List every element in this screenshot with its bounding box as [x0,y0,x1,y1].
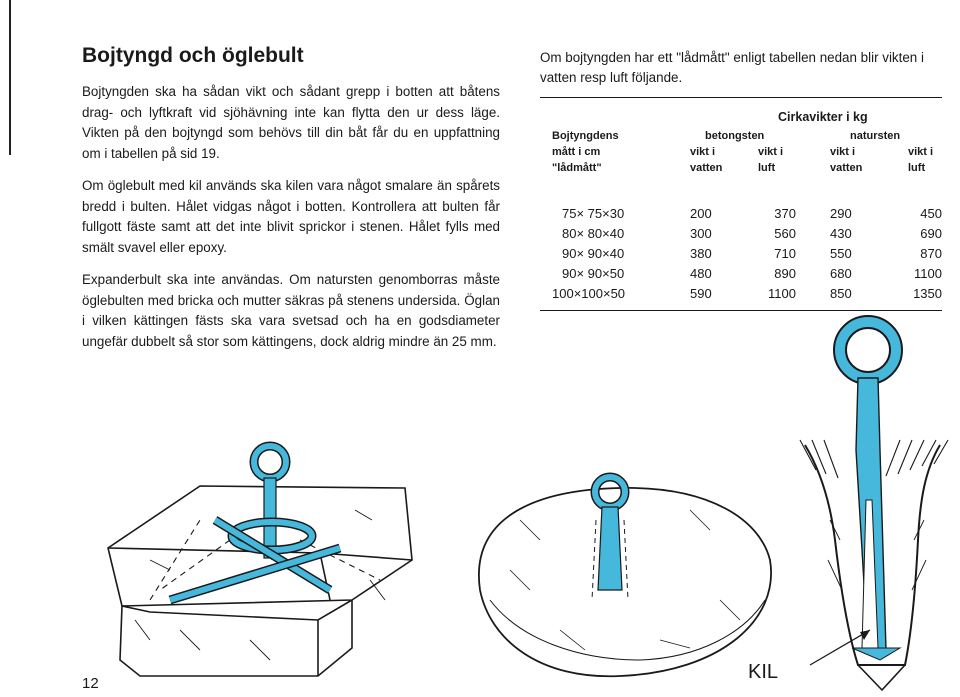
row-1-betong-vatten: 200 [690,206,712,221]
row-4-betong-vatten: 480 [690,266,712,281]
sub-header-betong-air-1: vikt i [758,146,784,158]
row-4-natur-vatten: 680 [830,266,852,281]
row-5-size: 100×100×50 [552,286,626,301]
row-4-size: 90× 90×50 [562,266,625,281]
row-3-natur-luft: 870 [920,246,942,261]
col-header-line-1: Bojtyngdens [552,130,619,142]
row-3-betong-vatten: 380 [690,246,712,261]
row-5-natur-vatten: 850 [830,286,852,301]
row-5-natur-luft: 1350 [913,286,942,301]
row-2-natur-luft: 690 [920,226,942,241]
row-5-betong-luft: 1100 [768,286,796,301]
row-2-natur-vatten: 430 [830,226,852,241]
row-2-size: 80× 80×40 [562,226,625,241]
sub-header-betong-water-2: vatten [690,162,723,174]
sub-header-natur-water-2: vatten [830,162,863,174]
table-caption: Cirkavikter i kg [778,110,868,124]
row-2-betong-luft: 560 [774,226,796,241]
group-header-natur: natursten [850,130,901,142]
group-header-betong: betongsten [705,130,765,142]
col-header-line-3: "lådmått" [552,162,602,174]
page-number: 12 [82,675,99,692]
row-1-betong-luft: 370 [774,206,796,221]
row-3-betong-luft: 710 [774,246,796,261]
row-1-size: 75× 75×30 [562,206,625,221]
row-1-natur-vatten: 290 [830,206,852,221]
sub-header-betong-water-1: vikt i [690,146,716,158]
row-1-natur-luft: 450 [920,206,942,221]
sub-header-natur-air-1: vikt i [908,146,934,158]
paragraph-3: Expanderbult ska inte användas. Om natursten genomborras måste öglebulten med bricka och mutter säkras på stenens undersida. Öglan i vilken kättingen fästs ska vara svetsad och ha en godsdiameter ungefär dubbelt så stor som kättingens, dock aldrig mindre än 25 mm. [82,272,500,349]
row-5-betong-vatten: 590 [690,286,712,301]
page-title: Bojtyngd och öglebult [82,44,304,67]
table-intro: Om bojtyngden har ett "lådmått" enligt tabellen nedan blir vikten i vatten resp luft följande. [540,50,924,85]
row-4-betong-luft: 890 [774,266,796,281]
row-3-size: 90× 90×40 [562,246,625,261]
kil-label: KIL [748,661,779,683]
paragraph-1: Bojtyngden ska ha sådan vikt och sådant grepp i botten att båtens drag- och lyftkraft vid sjöhävning inte kan flytta den ur dess läge. Vikten på den bojtyngd som behövs till din båt får du en uppfattning om i tabellen på sid 19. [82,84,500,161]
row-3-natur-vatten: 550 [830,246,852,261]
sub-header-natur-air-2: luft [908,162,926,174]
sub-header-betong-air-2: luft [758,162,776,174]
sub-header-natur-water-1: vikt i [830,146,856,158]
row-4-natur-luft: 1100 [914,266,942,281]
col-header-line-2: mått i cm [552,146,601,158]
natural-stone-drawing [479,488,771,676]
concrete-block-drawing [108,486,412,676]
paragraph-2: Om öglebult med kil används ska kilen vara något smalare än spårets bredd i bulten. Hålet vidgas något i botten. Kontrollera att bulten får fullgott fäste samt att det inte blivit sprickor i stenen. Hålet fylls med smält svavel eller epoxy. [82,178,500,255]
row-2-betong-vatten: 300 [690,226,712,241]
